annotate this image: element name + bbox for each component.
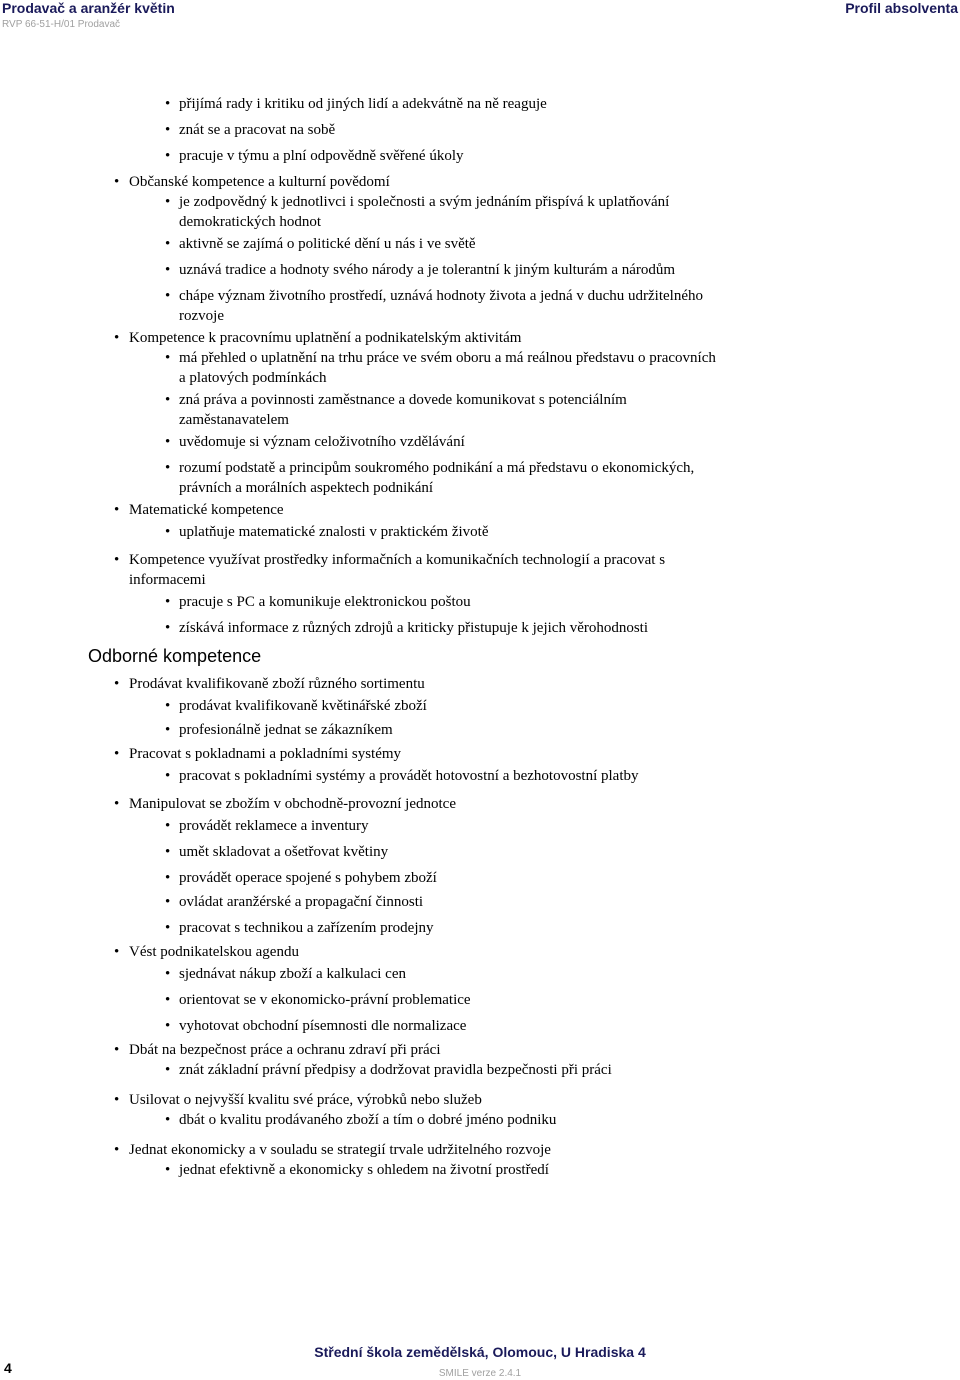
bullet-icon: •	[165, 1162, 171, 1178]
bullet-icon: •	[114, 174, 120, 190]
item-text: aktivně se zajímá o politické dění u nás i ve světě	[179, 236, 476, 252]
item-text: Usilovat o nejvyšší kvalitu své práce, výrobků nebo služeb	[129, 1092, 482, 1108]
section-heading: Odborné kompetence	[88, 646, 262, 666]
item-text: orientovat se v ekonomicko-právní problematice	[179, 992, 471, 1008]
competence-subitem	[165, 868, 789, 888]
bullet-icon: •	[114, 1042, 120, 1058]
competence-subitem	[165, 432, 789, 452]
bullet-icon: •	[165, 594, 171, 610]
bullet-icon: •	[165, 992, 171, 1008]
bullet-icon: •	[165, 392, 171, 408]
competence-subitem	[165, 720, 789, 740]
bullet-icon: •	[114, 1142, 120, 1158]
document-code: RVP 66-51-H/01 Prodavač	[2, 19, 121, 30]
bullet-icon: •	[165, 966, 171, 982]
item-text: pracovat s pokladními systémy a provádět hotovostní a bezhotovostní platby	[179, 768, 639, 784]
competence-subitem	[165, 192, 789, 232]
item-text: Kompetence využívat prostředky informačních a komunikačních technologií a pracovat s informacemi	[129, 552, 666, 588]
bullet-icon: •	[114, 330, 120, 346]
competence-item	[114, 172, 769, 192]
competence-subitem	[165, 892, 789, 912]
item-text: znát se a pracovat na sobě	[179, 122, 336, 138]
item-text: Vést podnikatelskou agendu	[129, 944, 299, 960]
bullet-icon: •	[165, 844, 171, 860]
competence-subitem	[165, 348, 789, 388]
bullet-icon: •	[165, 1018, 171, 1034]
item-text: zná práva a povinnosti zaměstnance a dovede komunikovat s potenciálním zaměstanavatelem	[179, 392, 627, 428]
bullet-icon: •	[114, 676, 120, 692]
competence-subitem	[165, 990, 789, 1010]
item-text: sjednávat nákup zboží a kalkulaci cen	[179, 966, 406, 982]
bullet-icon: •	[114, 1092, 120, 1108]
item-text: umět skladovat a ošetřovat květiny	[179, 844, 389, 860]
bullet-icon: •	[165, 524, 171, 540]
competence-subitem	[165, 592, 789, 612]
competence-subitem	[165, 1110, 789, 1130]
item-text: chápe význam životního prostředí, uznává hodnoty života a jedná v duchu udržitelného rozvoje	[179, 288, 703, 324]
item-text: provádět reklamece a inventury	[179, 818, 369, 834]
item-text: pracovat s technikou a zařízením prodejny	[179, 920, 434, 936]
bullet-icon: •	[114, 746, 120, 762]
item-text: získává informace z různých zdrojů a kriticky přistupuje k jejich věrohodnosti	[179, 620, 649, 636]
item-text: Manipulovat se zbožím v obchodně-provozní jednotce	[129, 796, 456, 812]
bullet-icon: •	[165, 818, 171, 834]
bullet-icon: •	[165, 350, 171, 366]
item-text: Kompetence k pracovnímu uplatnění a podnikatelským aktivitám	[129, 330, 522, 346]
bullet-icon: •	[165, 768, 171, 784]
item-text: má přehled o uplatnění na trhu práce ve svém oboru a má reálnou představu o pracovních a platových podmínkách	[179, 350, 716, 386]
section-title-header: Profil absolventa	[845, 0, 958, 16]
header-left	[2, 0, 175, 32]
bullet-icon: •	[165, 1112, 171, 1128]
competence-item	[114, 1040, 769, 1060]
item-text: Občanské kompetence a kulturní povědomí	[129, 174, 390, 190]
document-title: Prodavač a aranžér květin	[2, 0, 175, 16]
competence-item	[114, 794, 769, 814]
item-text: uplatňuje matematické znalosti v praktickém životě	[179, 524, 489, 540]
competence-subitem	[165, 842, 789, 862]
competence-subitem	[165, 260, 789, 280]
bullet-icon: •	[165, 870, 171, 886]
competence-subitem	[165, 816, 789, 836]
bullet-icon: •	[165, 148, 171, 164]
bullet-icon: •	[165, 894, 171, 910]
competence-item	[114, 550, 769, 590]
item-text: znát základní právní předpisy a dodržovat pravidla bezpečnosti při práci	[179, 1062, 612, 1078]
page-number: 4	[4, 1360, 12, 1376]
competence-item	[114, 500, 769, 520]
competence-item	[114, 1140, 769, 1160]
item-text: rozumí podstatě a principům soukromého podnikání a má představu o ekonomických, právních a morálních aspektech podnikání	[179, 460, 695, 496]
bullet-icon: •	[165, 288, 171, 304]
competence-subitem	[165, 696, 789, 716]
item-text: provádět operace spojené s pohybem zboží	[179, 870, 437, 886]
item-text: Dbát na bezpečnost práce a ochranu zdraví při práci	[129, 1042, 441, 1058]
competence-item	[114, 674, 769, 694]
item-text: Pracovat s pokladnami a pokladními systémy	[129, 746, 402, 762]
item-text: přijímá rady i kritiku od jiných lidí a adekvátně na ně reaguje	[179, 96, 547, 112]
item-text: Matematické kompetence	[129, 502, 284, 518]
bullet-icon: •	[165, 96, 171, 112]
bullet-icon: •	[165, 620, 171, 636]
competence-subitem	[165, 234, 789, 254]
bullet-icon: •	[165, 698, 171, 714]
bullet-icon: •	[165, 194, 171, 210]
item-text: jednat efektivně a ekonomicky s ohledem na životní prostředí	[179, 1162, 549, 1178]
bullet-icon: •	[165, 722, 171, 738]
bullet-icon: •	[165, 920, 171, 936]
item-text: dbát o kvalitu prodávaného zboží a tím o dobré jméno podniku	[179, 1112, 557, 1128]
item-text: prodávat kvalifikovaně květinářské zboží	[179, 698, 427, 714]
competence-subitem	[165, 766, 789, 786]
item-text: profesionálně jednat se zákazníkem	[179, 722, 393, 738]
competence-subitem	[165, 522, 789, 542]
footer-school: Střední škola zemědělská, Olomouc, U Hradiska 4	[314, 1344, 646, 1360]
item-text: ovládat aranžérské a propagační činnosti	[179, 894, 424, 910]
item-text: uvědomuje si význam celoživotního vzdělávání	[179, 434, 465, 450]
competence-subitem	[165, 458, 789, 498]
bullet-icon: •	[165, 434, 171, 450]
competence-subitem	[165, 120, 789, 140]
bullet-icon: •	[114, 796, 120, 812]
competence-subitem	[165, 1016, 789, 1036]
competence-subitem	[165, 918, 789, 938]
item-text: vyhotovat obchodní písemnosti dle normalizace	[179, 1018, 467, 1034]
competence-subitem	[165, 390, 789, 430]
competence-item	[114, 744, 769, 764]
footer-version: SMILE verze 2.4.1	[438, 1368, 522, 1379]
bullet-icon: •	[165, 262, 171, 278]
item-text: uznává tradice a hodnoty svého národy a je tolerantní k jiným kulturám a národům	[179, 262, 676, 278]
item-text: pracuje v týmu a plní odpovědně svěřené úkoly	[179, 148, 464, 164]
bullet-icon: •	[114, 944, 120, 960]
bullet-icon: •	[165, 236, 171, 252]
competence-subitem	[165, 1160, 789, 1180]
bullet-icon: •	[165, 1062, 171, 1078]
item-text: Jednat ekonomicky a v souladu se strategií trvale udržitelného rozvoje	[129, 1142, 551, 1158]
bullet-icon: •	[114, 502, 120, 518]
competence-subitem	[165, 964, 789, 984]
item-text: Prodávat kvalifikovaně zboží různého sortimentu	[129, 676, 425, 692]
item-text: pracuje s PC a komunikuje elektronickou poštou	[179, 594, 471, 610]
competence-item	[114, 328, 769, 348]
competence-item	[114, 1090, 769, 1110]
bullet-icon: •	[165, 122, 171, 138]
competence-subitem	[165, 94, 789, 114]
bullet-icon: •	[165, 460, 171, 476]
competence-item	[114, 942, 769, 962]
competence-subitem	[165, 1060, 789, 1080]
bullet-icon: •	[114, 552, 120, 568]
item-text: je zodpovědný k jednotlivci i společnosti a svým jednáním přispívá k uplatňování demokratických hodnot	[179, 194, 670, 230]
competence-subitem	[165, 146, 789, 166]
competence-subitem	[165, 286, 789, 326]
competence-subitem	[165, 618, 789, 638]
